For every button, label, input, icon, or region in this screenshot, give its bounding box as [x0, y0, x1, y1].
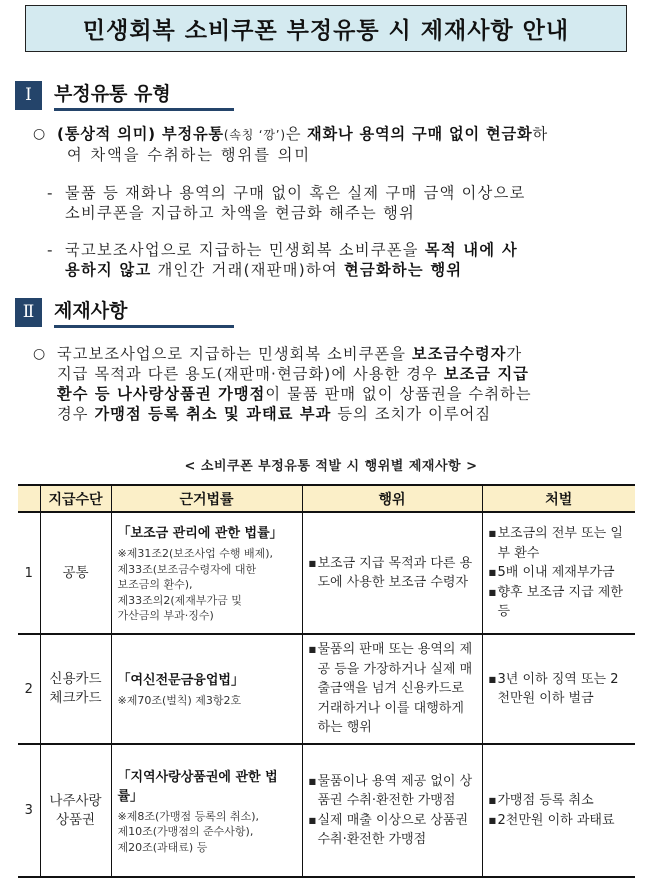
- sub-item-2-emphasis-2: 용하지 않고: [65, 261, 152, 279]
- para-line-2-text: 지급 목적과 다른 용도(재판매·현금화)에 사용한 경우: [57, 365, 444, 383]
- penalty-item: ■ 가맹점 등록 취소: [489, 791, 630, 811]
- payment-method: 나주사랑: [49, 792, 102, 809]
- row-number: 3: [18, 744, 40, 877]
- para-line-4-text: 경우: [57, 405, 95, 423]
- definition-aside: (속칭 ‘깡’): [223, 128, 286, 142]
- sanctions-table: [18, 484, 635, 878]
- para-line-1-emphasis: 보조금수령자: [411, 345, 507, 363]
- para-line-4-tail: 등의 조치가 이루어짐: [331, 405, 492, 423]
- section-2-header: [15, 297, 234, 327]
- law-detail: 제10조(가맹점의 준수사항),: [117, 825, 254, 839]
- circle-bullet-icon: ○: [33, 346, 47, 362]
- definition-label: (통상적 의미) 부정유통: [57, 125, 224, 143]
- act-cell: [302, 744, 482, 877]
- law-detail: ※제8조(가맹점 등록의 취소),: [117, 809, 260, 823]
- sub-item-2-emphasis: 목적 내에 사: [424, 241, 518, 259]
- section-1-heading: 부정유통 유형: [54, 81, 234, 110]
- penalty-item: ■ 3년 이하 징역 또는 2천만원 이하 벌금: [489, 670, 630, 709]
- row-number: 1: [18, 512, 40, 634]
- law-title: 「보조금 관리에 관한 법률」: [117, 526, 283, 542]
- table-header-row: [18, 485, 635, 512]
- dash-bullet: -: [47, 241, 54, 259]
- penalty-item: ■ 5배 이내 제재부가금: [489, 563, 630, 583]
- law-detail: ※제70조(벌칙) 제3항2호: [117, 694, 242, 708]
- section-1-number-badge: Ⅰ: [15, 81, 42, 110]
- table-row: [18, 512, 635, 634]
- header-payment-method: 지급수단: [40, 485, 111, 512]
- act-cell: [302, 634, 482, 744]
- header-no: [18, 485, 40, 512]
- table-row: [18, 634, 635, 744]
- row-number: 2: [18, 634, 40, 744]
- payment-method: 상품권: [55, 811, 96, 828]
- act-item: ■ 물품이나 용역 제공 없이 상품권 수취·환전한 가맹점: [309, 772, 476, 811]
- act-item: ■ 보조금 지급 목적과 다른 용도에 사용한 보조금 수령자: [309, 554, 476, 593]
- document-title: 민생회복 소비쿠폰 부정유통 시 제재사항 안내: [25, 5, 627, 52]
- table-caption: < 소비쿠폰 부정유통 적발 시 행위별 제재사항 >: [184, 459, 478, 474]
- section-1-header: [15, 80, 234, 110]
- para-line-1-text: 국고보조사업으로 지급하는 민생회복 소비쿠폰을: [57, 345, 412, 363]
- act-cell: [302, 512, 482, 634]
- section-2-heading: 제재사항: [54, 298, 234, 327]
- payment-method-cell: [40, 744, 111, 877]
- section-2-paragraph: [33, 344, 638, 424]
- law-title: 「지역사랑상품권에 관한 법률」: [117, 769, 278, 804]
- penalty-cell: [482, 634, 635, 744]
- circle-bullet-icon: ○: [33, 126, 46, 142]
- sub-item-2-emphasis-3: 현금화하는 행위: [344, 261, 463, 279]
- law-title: 「여신전문금융업법」: [117, 673, 244, 689]
- sub-item-1-line-2: 소비쿠폰을 지급하고 차액을 현금화 해주는 행위: [65, 204, 416, 222]
- para-line-4-emphasis: 가맹점 등록 취소 및 과태료 부과: [94, 405, 332, 423]
- penalty-item: ■ 보조금의 전부 또는 일부 환수: [489, 524, 630, 563]
- sub-item-2-text-2: 개인간 거래(재판매)하여: [151, 261, 344, 279]
- act-item: ■ 실제 매출 이상으로 상품권 수취·환전한 가맹점: [309, 811, 476, 850]
- law-detail: 보조금의 환수),: [117, 578, 193, 592]
- sub-item-2-text: 국고보조사업으로 지급하는 민생회복 소비쿠폰을: [65, 241, 425, 259]
- law-detail: 제20조(과태료) 등: [117, 840, 208, 854]
- para-line-3-emphasis: 환수 등 나사랑상품권 가맹점: [57, 385, 266, 403]
- legal-basis-cell: [111, 744, 302, 877]
- law-detail: ※제31조2(보조사업 수행 배제),: [117, 547, 274, 561]
- section-1-sub-item-2: [47, 240, 637, 280]
- dash-bullet: -: [47, 184, 54, 202]
- table-row: [18, 744, 635, 877]
- para-line-2-emphasis: 보조금 지급: [443, 365, 529, 383]
- para-line-1-tail: 가: [506, 345, 523, 363]
- legal-basis-cell: [111, 634, 302, 744]
- payment-method-cell: [40, 634, 111, 744]
- header-legal-basis: 근거법률: [111, 485, 302, 512]
- law-detail: 제33조(보조금수령자에 대한: [117, 562, 257, 576]
- sub-item-1-line-1: 물품 등 재화나 용역의 구매 없이 혹은 실제 구매 금액 이상으로: [65, 184, 526, 202]
- definition-text: 은: [285, 125, 307, 143]
- definition-emphasis: 재화나 용역의 구매 없이 현금화: [307, 125, 533, 143]
- legal-basis-cell: [111, 512, 302, 634]
- penalty-item: ■ 향후 보조금 지급 제한 등: [489, 583, 630, 622]
- section-2-number-badge: Ⅱ: [15, 298, 42, 327]
- para-line-3-text: 이 물품 판매 없이 상품권을 수취하는: [265, 385, 532, 403]
- penalty-cell: [482, 512, 635, 634]
- act-item: ■ 물품의 판매 또는 용역의 제공 등을 가장하거나 실제 매출금액을 넘겨 신용카드로 거래하거나 이를 대행하게 하는 행위: [309, 640, 476, 738]
- definition-text-tail: 하: [532, 125, 548, 143]
- penalty-item: ■ 2천만원 이하 과태료: [489, 811, 630, 831]
- section-1-main-paragraph: [33, 124, 633, 165]
- payment-method-cell: [40, 512, 111, 634]
- header-penalty: 처벌: [482, 485, 635, 512]
- definition-line-2: 여 차액을 수취하는 행위를 의미: [67, 146, 312, 164]
- payment-method: 신용카드: [49, 671, 102, 687]
- payment-method: 체크카드: [49, 690, 102, 706]
- header-act: 행위: [302, 485, 482, 512]
- penalty-cell: [482, 744, 635, 877]
- law-detail: 제33조의2(제재부가금 및: [117, 593, 242, 607]
- payment-method: 공통: [62, 564, 89, 581]
- law-detail: 가산금의 부과·징수): [117, 609, 214, 623]
- section-1-sub-item-1: [47, 183, 637, 223]
